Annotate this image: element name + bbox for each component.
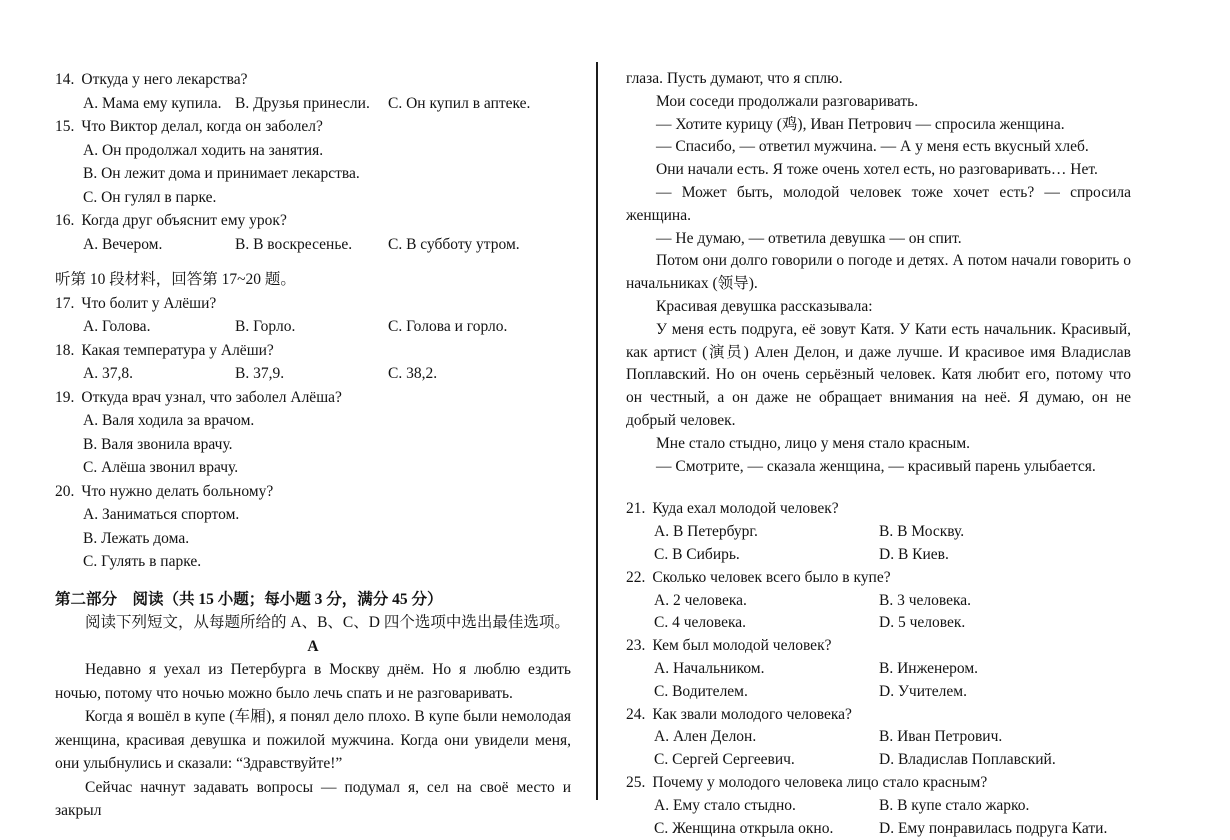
question-25	[626, 772, 1131, 840]
option-a: A. Ален Делон.	[654, 726, 879, 749]
question-text: Когда друг объяснит ему урок?	[81, 212, 286, 229]
question-19	[55, 386, 571, 480]
question-line	[55, 209, 571, 233]
question-line	[626, 635, 1131, 658]
question-number: 25.	[626, 774, 645, 791]
question-text: Куда ехал молодой человек?	[652, 500, 838, 517]
option-c: C. Женщина открыла окно.	[654, 818, 879, 840]
options-grid	[654, 795, 1131, 840]
option-d: D. Учителем.	[879, 681, 1131, 704]
options-grid	[654, 590, 1131, 636]
option-d: D. 5 человек.	[879, 612, 1131, 635]
question-line	[55, 480, 571, 504]
passage-paragraph: Потом они долго говорили о погоде и детях. А потом начали говорить о начальниках (领导).	[626, 250, 1131, 296]
question-17	[55, 292, 571, 339]
question-number: 21.	[626, 500, 645, 517]
option-d: D. Ему понравилась подруга Кати.	[879, 818, 1131, 840]
option-a: A. Голова.	[83, 315, 235, 339]
option-b: B. В купе стало жарко.	[879, 795, 1131, 818]
options-row	[83, 233, 571, 257]
reading-questions	[626, 498, 1131, 840]
question-line	[626, 704, 1131, 727]
question-line	[55, 292, 571, 316]
option-c: C. Алёша звонил врачу.	[83, 456, 571, 480]
option-c: C. Водителем.	[654, 681, 879, 704]
option-c: C. Сергей Сергеевич.	[654, 749, 879, 772]
part2-section-header: 第二部分 阅读（共 15 小题；每小题 3 分，满分 45 分）	[55, 588, 571, 612]
passage-paragraph: Недавно я уехал из Петербурга в Москву днём. Но я люблю ездить ночью, потому что ночью можно было лечь спать и не разговаривать.	[55, 658, 571, 705]
question-text: Кем был молодой человек?	[652, 637, 831, 654]
option-a: A. 2 человека.	[654, 590, 879, 613]
option-b: B. 37,9.	[235, 362, 388, 386]
question-number: 22.	[626, 569, 645, 586]
passage-paragraph: Мне стало стыдно, лицо у меня стало красным.	[626, 433, 1131, 456]
option-b: B. В воскресенье.	[235, 233, 388, 257]
question-text: Что болит у Алёши?	[81, 295, 216, 312]
right-column	[626, 68, 1131, 840]
question-24	[626, 704, 1131, 772]
question-text: Что Виктор делал, когда он заболел?	[81, 118, 322, 135]
question-text: Сколько человек всего было в купе?	[652, 569, 890, 586]
passage-paragraph: Красивая девушка рассказывала:	[626, 296, 1131, 319]
option-a: A. Ему стало стыдно.	[654, 795, 879, 818]
passage-paragraph: — Хотите курицу (鸡), Иван Петрович — спросила женщина.	[626, 114, 1131, 137]
question-line	[626, 772, 1131, 795]
options-grid	[654, 726, 1131, 772]
option-a: A. Мама ему купила.	[83, 92, 235, 116]
question-text: Откуда врач узнал, что заболел Алёша?	[81, 389, 342, 406]
left-column	[55, 68, 571, 823]
question-14	[55, 68, 571, 115]
option-a: A. 37,8.	[83, 362, 235, 386]
question-line	[55, 339, 571, 363]
option-c: C. Он гулял в парке.	[83, 186, 571, 210]
question-22	[626, 567, 1131, 635]
question-text: Откуда у него лекарства?	[81, 71, 247, 88]
option-a: A. Начальником.	[654, 658, 879, 681]
question-number: 20.	[55, 483, 74, 500]
passage-paragraph: Сейчас начнут задавать вопросы — подумал я, сел на своё место и закрыл	[55, 776, 571, 823]
option-b: B. Инженером.	[879, 658, 1131, 681]
question-number: 15.	[55, 118, 74, 135]
option-b: B. Горло.	[235, 315, 388, 339]
part2-instruction: 阅读下列短文，从每题所给的 A、B、C、D 四个选项中选出最佳选项。	[55, 611, 571, 635]
option-c: C. 4 человека.	[654, 612, 879, 635]
option-a: A. Он продолжал ходить на занятия.	[83, 139, 571, 163]
option-b: B. Валя звонила врачу.	[83, 433, 571, 457]
passage-paragraph: — Может быть, молодой человек тоже хочет есть? — спросила женщина.	[626, 182, 1131, 228]
option-b: B. Иван Петрович.	[879, 726, 1131, 749]
option-c: C. В субботу утром.	[388, 233, 571, 257]
option-c: C. 38,2.	[388, 362, 571, 386]
option-b: B. 3 человека.	[879, 590, 1131, 613]
passage-label-a: A	[55, 635, 571, 659]
question-text: Как звали молодого человека?	[652, 706, 852, 723]
options-grid	[654, 658, 1131, 704]
options-row	[83, 315, 571, 339]
option-b: B. Друзья принесли.	[235, 92, 388, 116]
passage-paragraph: Мои соседи продолжали разговаривать.	[626, 91, 1131, 114]
audio-section-note: 听第 10 段材料，回答第 17~20 题。	[55, 268, 571, 292]
options-list	[83, 503, 571, 574]
options-list	[83, 139, 571, 210]
option-b: B. В Москву.	[879, 521, 1131, 544]
question-15	[55, 115, 571, 209]
options-list	[83, 409, 571, 480]
question-21	[626, 498, 1131, 566]
question-number: 18.	[55, 342, 74, 359]
option-c: C. Голова и горло.	[388, 315, 571, 339]
column-divider-line	[596, 62, 598, 800]
passage-paragraph: Когда я вошёл в купе (车厢), я понял дело плохо. В купе были немолодая женщина, красивая девушка и пожилой мужчина. Когда они увидели меня, они улыбнулись и сказали: “Здравствуйте!”	[55, 705, 571, 776]
option-d: D. В Киев.	[879, 544, 1131, 567]
passage-paragraph: Они начали есть. Я тоже очень хотел есть, но разговаривать… Нет.	[626, 159, 1131, 182]
option-b: B. Лежать дома.	[83, 527, 571, 551]
question-23	[626, 635, 1131, 703]
question-number: 24.	[626, 706, 645, 723]
option-a: A. Валя ходила за врачом.	[83, 409, 571, 433]
question-number: 16.	[55, 212, 74, 229]
passage-paragraph: — Не думаю, — ответила девушка — он спит.	[626, 228, 1131, 251]
question-number: 17.	[55, 295, 74, 312]
options-row	[83, 362, 571, 386]
question-18	[55, 339, 571, 386]
question-line	[626, 498, 1131, 521]
question-number: 23.	[626, 637, 645, 654]
passage-paragraph: — Спасибо, — ответил мужчина. — А у меня есть вкусный хлеб.	[626, 136, 1131, 159]
question-text: Какая температура у Алёши?	[81, 342, 273, 359]
options-grid	[654, 521, 1131, 567]
options-row	[83, 92, 571, 116]
passage-paragraph: глаза. Пусть думают, что я сплю.	[626, 68, 1131, 91]
question-16	[55, 209, 571, 256]
passage-paragraph: — Смотрите, — сказала женщина, — красивый парень улыбается.	[626, 456, 1131, 479]
question-number: 14.	[55, 71, 74, 88]
option-a: A. Вечером.	[83, 233, 235, 257]
option-c: C. Он купил в аптеке.	[388, 92, 571, 116]
option-c: C. В Сибирь.	[654, 544, 879, 567]
option-a: A. В Петербург.	[654, 521, 879, 544]
passage-paragraph: У меня есть подруга, её зовут Катя. У Кати есть начальник. Красивый, как артист (演员) Ален Делон, и даже лучше. И красивое имя Владислав Поплавский. Но он очень серьёзный человек. Катя любит его, потому что он честный, а он даже не обращает внимания на неё. Я думаю, он не добрый человек.	[626, 319, 1131, 433]
question-line	[55, 68, 571, 92]
question-number: 19.	[55, 389, 74, 406]
question-text: Почему у молодого человека лицо стало красным?	[652, 774, 987, 791]
question-20	[55, 480, 571, 574]
question-line	[55, 386, 571, 410]
question-text: Что нужно делать больному?	[81, 483, 273, 500]
question-line	[626, 567, 1131, 590]
option-a: A. Заниматься спортом.	[83, 503, 571, 527]
option-c: C. Гулять в парке.	[83, 550, 571, 574]
option-d: D. Владислав Поплавский.	[879, 749, 1131, 772]
question-line	[55, 115, 571, 139]
option-b: B. Он лежит дома и принимает лекарства.	[83, 162, 571, 186]
